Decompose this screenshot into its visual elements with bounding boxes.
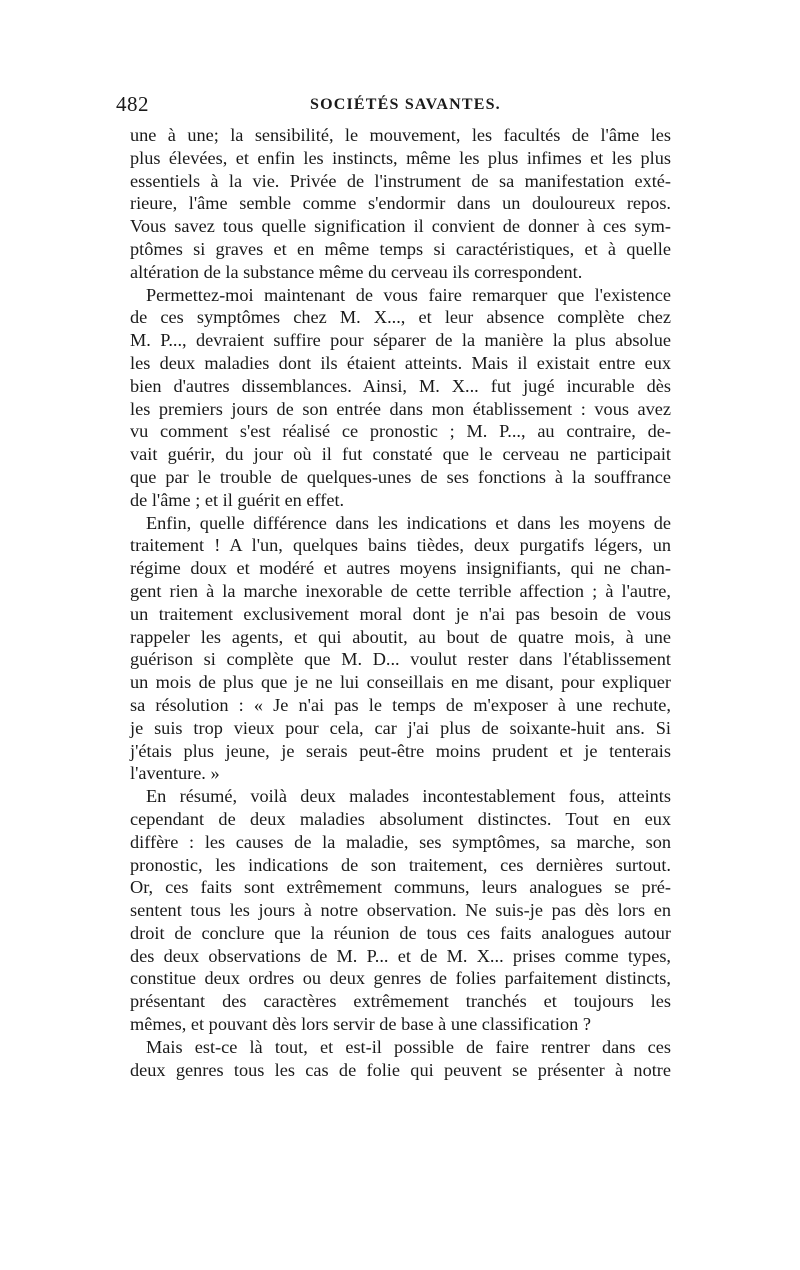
text-line: altération de la substance même du cerveau ils correspondent.: [130, 261, 583, 282]
text-line: une à une; la sensibilité, le mouvement, les facultés de l'âme les: [130, 125, 671, 145]
text-line: En résumé, voilà deux malades incontestablement fous, atteints: [146, 786, 671, 807]
text-line: rappeler les agents, et qui aboutit, au bout de quatre mois, à une: [130, 626, 671, 647]
text-line: Mais est-ce là tout, et est-il possible de faire rentrer dans ces: [146, 1036, 671, 1057]
text-line: ptômes si graves et en même temps si caractéristiques, et à quelle: [130, 238, 671, 259]
text-line: essentiels à la vie. Privée de l'instrument de sa manifestation exté-: [130, 170, 671, 191]
text-line: Permettez-moi maintenant de vous faire remarquer que l'existence: [146, 284, 671, 305]
body-text: [130, 124, 671, 1081]
text-line: régime doux et modéré et autres moyens insignifiants, qui ne chan-: [130, 558, 671, 579]
text-line: l'aventure. »: [130, 763, 220, 784]
text-line: sentent tous les jours à notre observation. Ne suis-je pas dès lors en: [130, 900, 671, 921]
text-line: gent rien à la marche inexorable de cette terrible affection ; à l'autre,: [130, 580, 671, 601]
book-page: [116, 88, 671, 1081]
text-line: cependant de deux maladies absolument distinctes. Tout en eux: [130, 808, 671, 829]
text-line: des deux observations de M. P... et de M. X... prises comme types,: [130, 945, 671, 966]
text-line: de l'âme ; et il guérit en effet.: [130, 489, 345, 510]
text-line: les premiers jours de son entrée dans mon établissement : vous avez: [130, 398, 671, 419]
text-line: mêmes, et pouvant dès lors servir de base à une classification ?: [130, 1014, 591, 1035]
text-line: Enfin, quelle différence dans les indications et dans les moyens de: [146, 512, 671, 533]
text-line: présentant des caractères extrêmement tranchés et toujours les: [130, 991, 671, 1012]
text-line: de ces symptômes chez M. X..., et leur absence complète chez: [130, 307, 671, 328]
text-line: sa résolution : « Je n'ai pas le temps de m'exposer à une rechute,: [130, 694, 671, 715]
text-line: deux genres tous les cas de folie qui peuvent se présenter à notre: [130, 1059, 671, 1080]
text-line: guérison si complète que M. D... voulut rester dans l'établissement: [130, 649, 671, 670]
text-line: droit de conclure que la réunion de tous ces faits analogues autour: [130, 922, 671, 943]
text-line: diffère : les causes de la maladie, ses symptômes, sa marche, son: [130, 831, 671, 852]
text-line: constitue deux ordres ou deux genres de folies parfaitement distincts,: [130, 968, 671, 989]
page-number: 482: [116, 92, 149, 116]
text-line: j'étais plus jeune, je serais peut-être moins prudent et je tenterais: [130, 740, 671, 761]
text-line: vait guérir, du jour où il fut constaté que le cerveau ne participait: [130, 444, 671, 465]
text-line: M. P..., devraient suffire pour séparer de la manière la plus absolue: [130, 330, 671, 351]
page-header: [116, 88, 671, 124]
text-line: que par le trouble de quelques-unes de ses fonctions à la souffrance: [130, 466, 671, 487]
text-line: traitement ! A l'un, quelques bains tièdes, deux purgatifs légers, un: [130, 535, 671, 556]
text-line: vu comment s'est réalisé ce pronostic ; M. P..., au contraire, de-: [130, 421, 671, 442]
text-line: bien d'autres dissemblances. Ainsi, M. X... fut jugé incurable dès: [130, 375, 671, 396]
text-line: Vous savez tous quelle signification il convient de donner à ces sym-: [130, 216, 671, 237]
text-line: rieure, l'âme semble comme s'endormir dans un douloureux repos.: [130, 193, 671, 214]
text-line: un mois de plus que je ne lui conseillais en me disant, pour expliquer: [130, 672, 671, 693]
text-line: pronostic, les indications de son traitement, ces dernières surtout.: [130, 854, 671, 875]
text-line: un traitement exclusivement moral dont je n'ai pas besoin de vous: [130, 603, 671, 624]
text-line: Or, ces faits sont extrêmement communs, leurs analogues se pré-: [130, 877, 671, 898]
text-line: plus élevées, et enfin les instincts, même les plus infimes et les plus: [130, 147, 671, 168]
text-line: je suis trop vieux pour cela, car j'ai plus de soixante-huit ans. Si: [130, 717, 671, 738]
text-line: les deux maladies dont ils étaient atteints. Mais il existait entre eux: [130, 352, 671, 373]
running-title: SOCIÉTÉS SAVANTES.: [310, 96, 501, 113]
